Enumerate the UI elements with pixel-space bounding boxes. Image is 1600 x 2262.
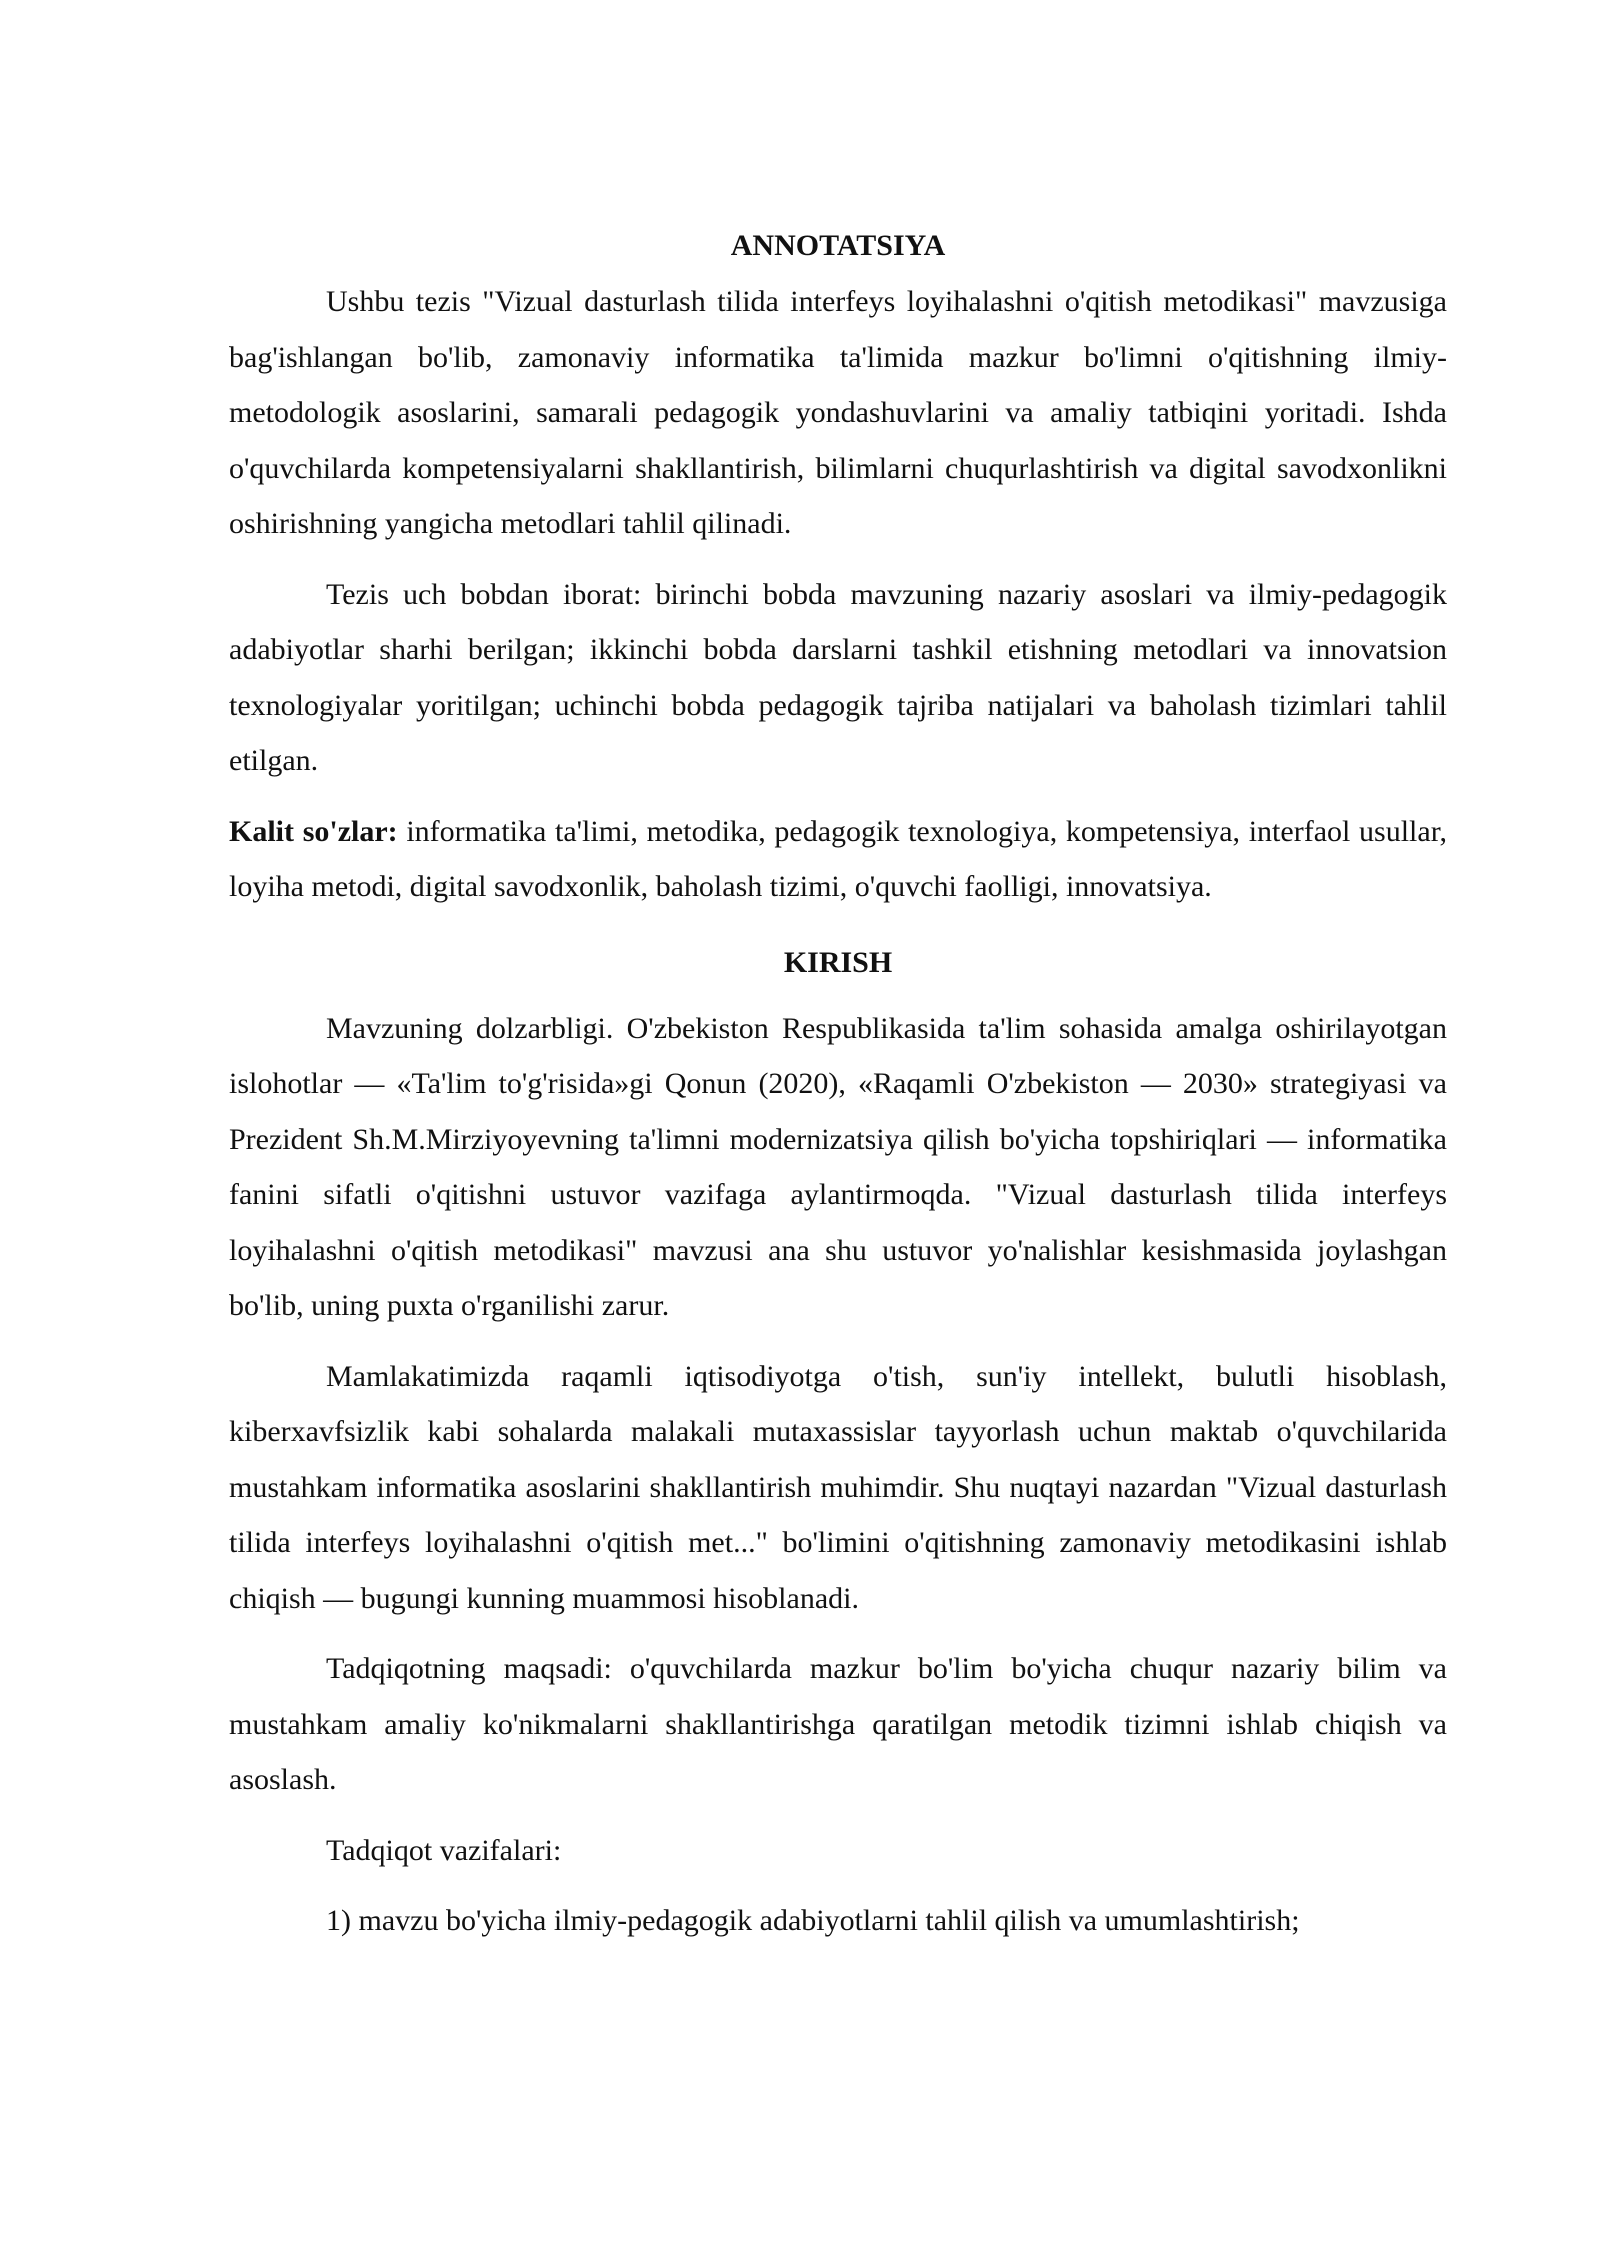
task-list-item: 1) mavzu bo'yicha ilmiy-pedagogik adabiyotlarni tahlil qilish va umumlashtirish; [326,1904,1300,1937]
introduction-heading: KIRISH [783,945,893,979]
annotation-paragraph: Ushbu tezis "Vizual dasturlash tilida interfeys loyihalashni o'qitish metodikasi" mavzusiga bag'ishlangan bo'lib, zamonaviy informatika ta'limida mazkur bo'limni o'qitishning ilmiy-metodologik asoslarini, samarali pedagogik yondashuvlarini va amaliy tatbiqini yoritadi. Ishda o'quvchilarda kompetensiyalarni shakllantirish, bilimlarni chuqurlashtirish va digital savodxonlikni oshirishning yangicha metodlari tahlil qilinadi. [229,285,1447,540]
document-content [229,226,1447,1964]
tasks-heading-line: Tadqiqot vazifalari: [326,1833,562,1867]
keywords-paragraph [229,804,1447,915]
keywords-text: informatika ta'limi, metodika, pedagogik texnologiya, kompetensiya, interfaol usullar, loyiha metodi, digital savodxonlik, baholash tizimi, o'quvchi faolligi, innovatsiya. [229,814,1447,903]
annotation-paragraph: Tezis uch bobdan iborat: birinchi bobda mavzuning nazariy asoslari va ilmiy-pedagogik adabiyotlar sharhi berilgan; ikkinchi bobda darslarni tashkil etishning metodlari va innovatsion texnologiyalar yoritilgan; uchinchi bobda pedagogik tajriba natijalari va baholash tizimlari tahlil etilgan. [229,577,1447,777]
introduction-paragraph: Tadqiqotning maqsadi: o'quvchilarda mazkur bo'lim bo'yicha chuqur nazariy bilim va mustahkam amaliy ko'nikmalarni shakllantirishga qaratilgan metodik tizimni ishlab chiqish va asoslash. [229,1652,1447,1796]
keywords-label: Kalit so'zlar: [229,814,398,848]
introduction-paragraph: Mavzuning dolzarbligi. O'zbekiston Respublikasida ta'lim sohasida amalga oshirilayotgan islohotlar — «Ta'lim to'g'risida»gi Qonun (2020), «Raqamli O'zbekiston — 2030» strategiyasi va Prezident Sh.M.Mirziyoyevning ta'limni modernizatsiya qilish bo'yicha topshiriqlari — informatika fanini sifatli o'qitishni ustuvor vazifaga aylantirmoqda. "Vizual dasturlash tilida interfeys loyihalashni o'qitish metodikasi" mavzusi ana shu ustuvor yo'nalishlar kesishmasida joylashgan bo'lib, uning puxta o'rganilishi zarur. [229,1011,1447,1322]
introduction-paragraph: Mamlakatimizda raqamli iqtisodiyotga o'tish, sun'iy intellekt, bulutli hisoblash, kiberxavfsizlik kabi sohalarda malakali mutaxassislar tayyorlash uchun maktab o'quvchilarida mustahkam informatika asoslarini shakllantirish muhimdir. Shu nuqtayi nazardan "Vizual dasturlash tilida interfeys loyihalashni o'qitish met..." bo'limini o'qitishning zamonaviy metodikasini ishlab chiqish — bugungi kunning muammosi hisoblanadi. [229,1359,1447,1615]
annotation-heading: ANNOTATSIYA [730,229,946,262]
